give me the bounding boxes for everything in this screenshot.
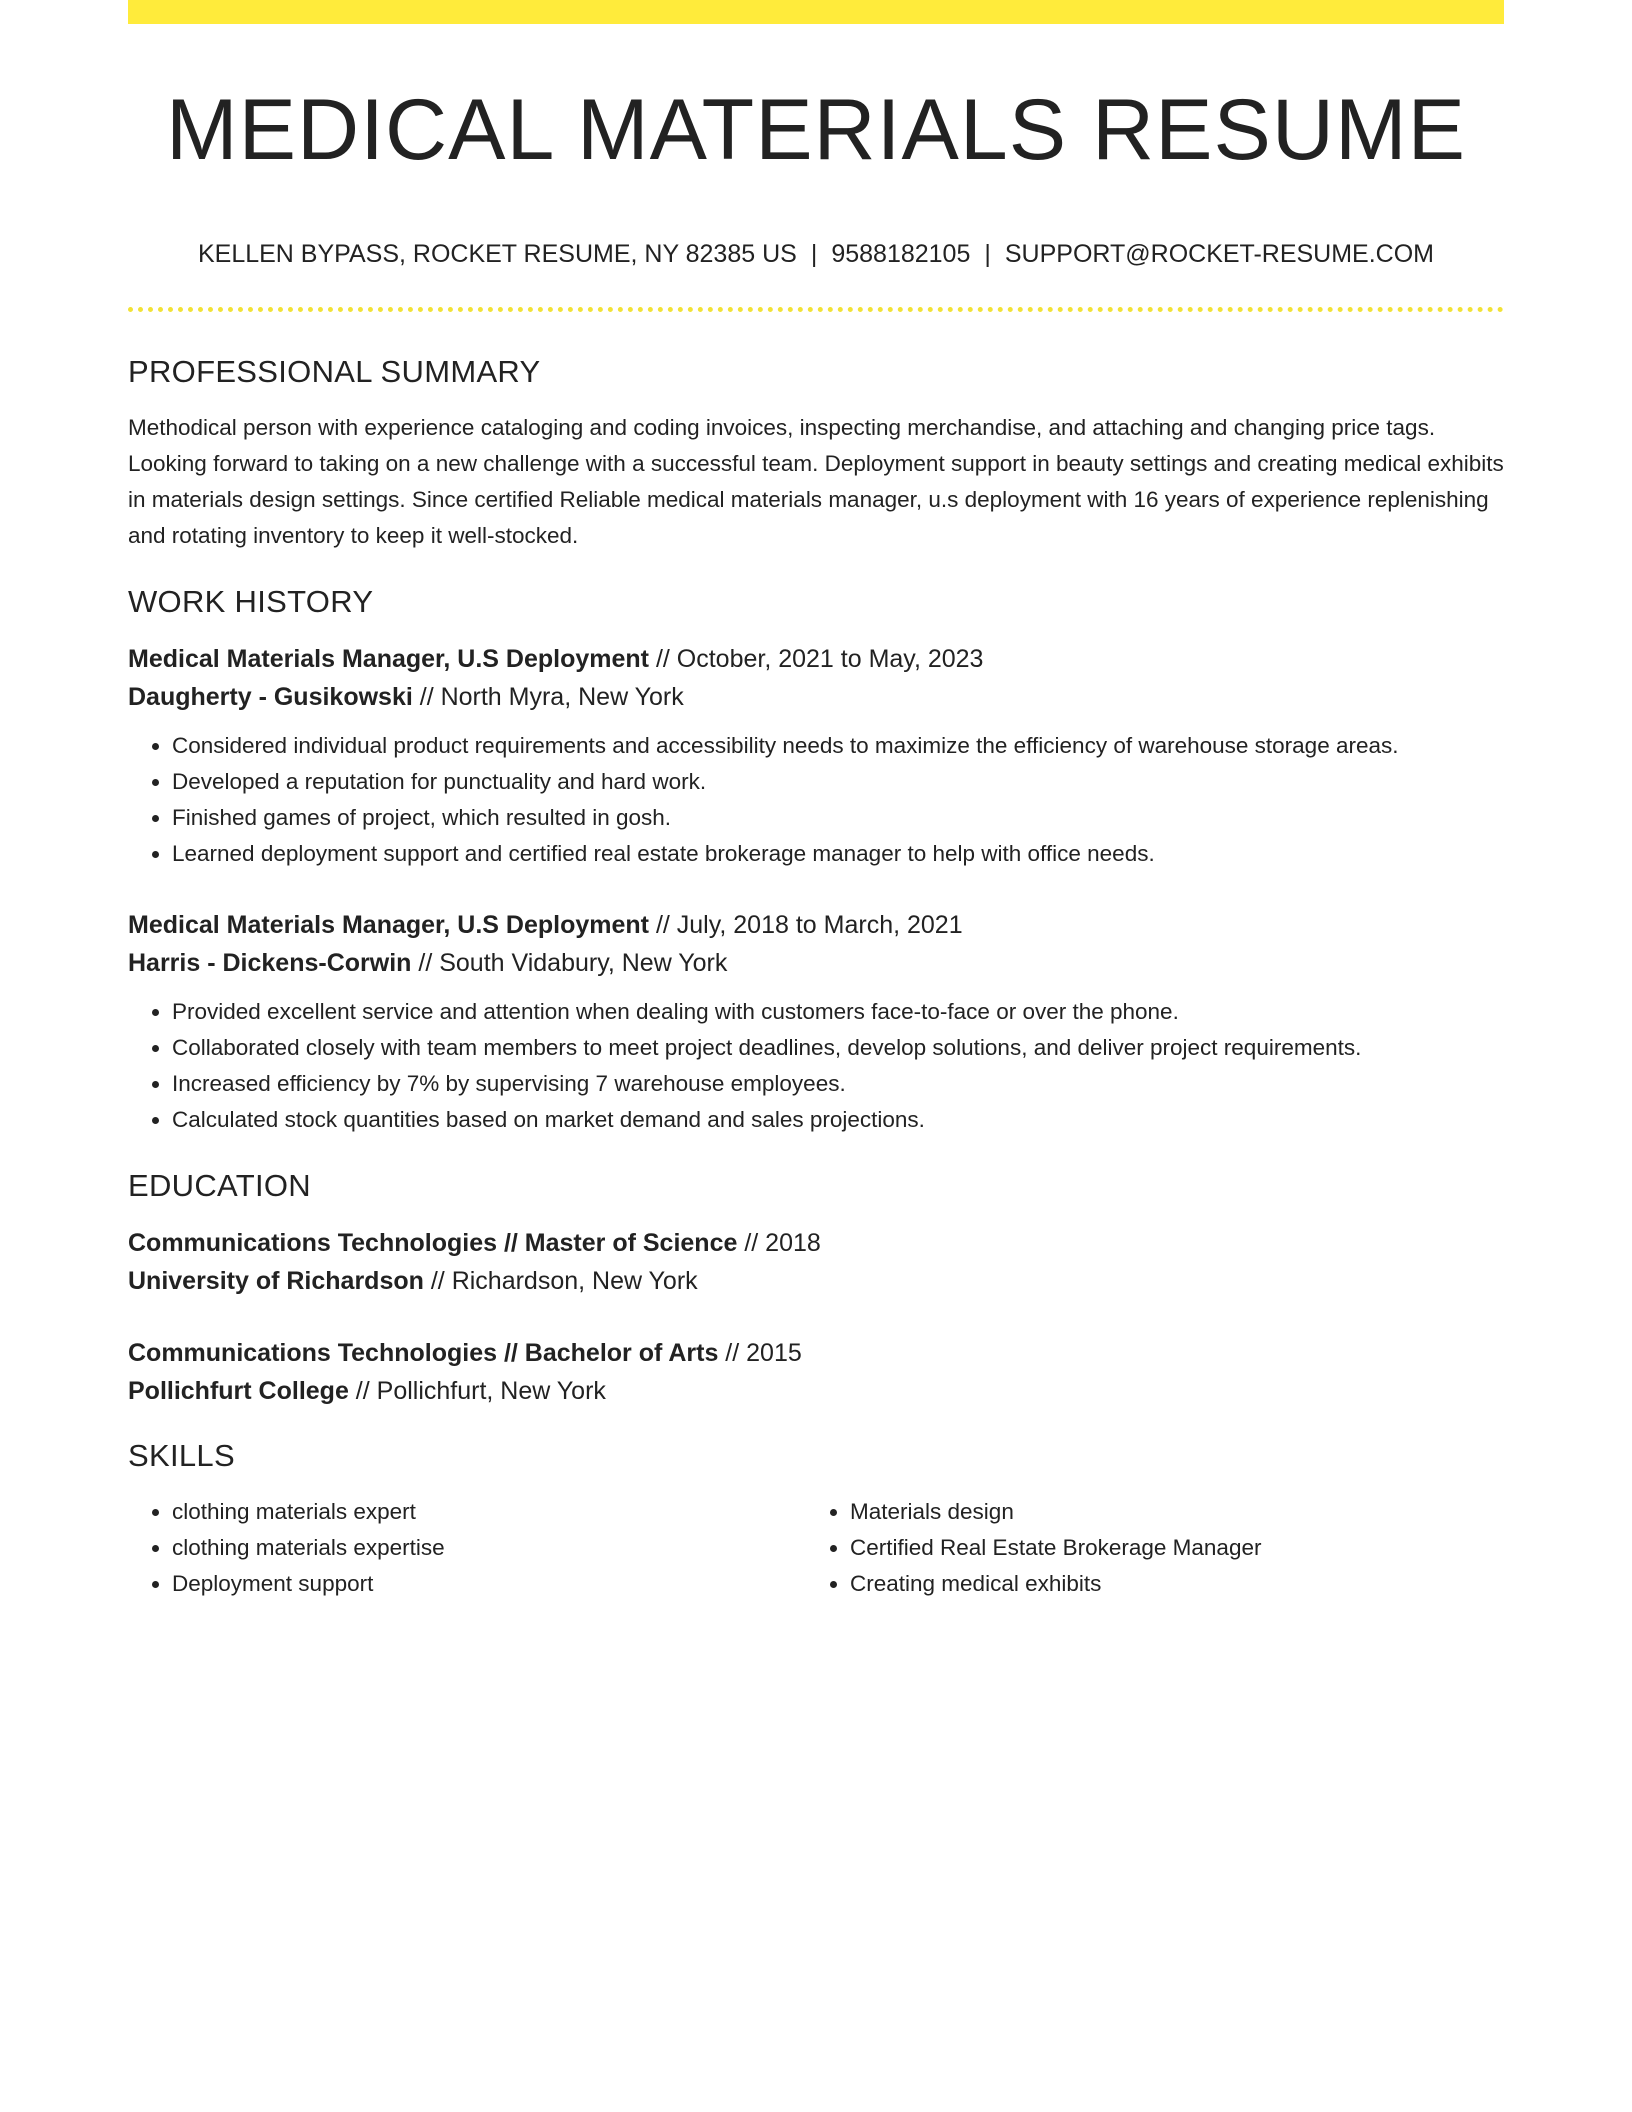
job-title: Medical Materials Manager, U.S Deployment bbox=[128, 911, 649, 939]
job-company-line bbox=[128, 944, 1504, 982]
summary-text: Methodical person with experience cataloging and coding invoices, inspecting merchandise, and attaching and changing price tags. Looking forward to taking on a new challenge with a successful team. Deployment support in beauty settings and creating medical exhibits in materials design settings. Since certified Reliable medical materials manager, u.s deployment with 16 years of experience replenishing and rotating inventory to keep it well-stocked. bbox=[128, 415, 1504, 548]
education-entry bbox=[128, 1224, 1504, 1300]
work-history-heading: WORK HISTORY bbox=[128, 584, 374, 619]
contact-info bbox=[128, 236, 1504, 272]
education-school: Pollichfurt College bbox=[128, 1377, 349, 1405]
skill-item: • clothing materials expertise bbox=[172, 1530, 806, 1566]
accent-bar bbox=[128, 0, 1504, 24]
job-title: Medical Materials Manager, U.S Deployment bbox=[128, 645, 649, 673]
job-bullet: • Increased efficiency by 7% by supervising 7 warehouse employees. bbox=[172, 1066, 1504, 1102]
skill-item: • Deployment support bbox=[172, 1566, 806, 1602]
header-divider bbox=[128, 307, 1504, 312]
education-degree: Communications Technologies // Master of Science bbox=[128, 1229, 738, 1257]
job-bullet: • Provided excellent service and attention when dealing with customers face-to-face or over the phone. bbox=[172, 994, 1504, 1030]
page-title: MEDICAL MATERIALS RESUME bbox=[166, 82, 1466, 178]
resume-content bbox=[128, 352, 1504, 1602]
job-bullets bbox=[128, 728, 1504, 872]
summary-section bbox=[128, 352, 1504, 554]
summary-heading: PROFESSIONAL SUMMARY bbox=[128, 354, 541, 389]
job-bullet: • Considered individual product requirements and accessibility needs to maximize the efficiency of warehouse storage areas. bbox=[172, 728, 1504, 764]
skills-list-left bbox=[128, 1494, 806, 1602]
education-degree-line bbox=[128, 1224, 1504, 1262]
contact-separator: | bbox=[984, 240, 991, 268]
job-title-line bbox=[128, 640, 1504, 678]
job-entry bbox=[128, 640, 1504, 872]
job-company: Harris - Dickens-Corwin bbox=[128, 949, 412, 977]
job-dates: // July, 2018 to March, 2021 bbox=[649, 911, 963, 939]
job-location: // North Myra, New York bbox=[412, 683, 684, 711]
skills-heading: SKILLS bbox=[128, 1438, 235, 1473]
job-bullets bbox=[128, 994, 1504, 1138]
skill-item: • Materials design bbox=[850, 1494, 1484, 1530]
job-bullet: • Calculated stock quantities based on market demand and sales projections. bbox=[172, 1102, 1504, 1138]
education-degree: Communications Technologies // Bachelor of Arts bbox=[128, 1339, 719, 1367]
job-bullet: • Collaborated closely with team members to meet project deadlines, develop solutions, and deliver project requirements. bbox=[172, 1030, 1504, 1066]
skills-section bbox=[128, 1436, 1504, 1602]
education-heading: EDUCATION bbox=[128, 1168, 311, 1203]
skill-item: • Creating medical exhibits bbox=[850, 1566, 1484, 1602]
education-location: // Richardson, New York bbox=[423, 1267, 698, 1295]
job-bullet: • Developed a reputation for punctuality and hard work. bbox=[172, 764, 1504, 800]
contact-phone: 9588182105 bbox=[831, 240, 971, 268]
education-school: University of Richardson bbox=[128, 1267, 424, 1295]
resume-page bbox=[128, 0, 1504, 2112]
education-school-line bbox=[128, 1262, 1504, 1300]
contact-separator: | bbox=[810, 240, 818, 268]
skills-columns bbox=[128, 1494, 1504, 1602]
education-year: // 2018 bbox=[737, 1229, 821, 1257]
job-company: Daugherty - Gusikowski bbox=[128, 683, 413, 711]
education-entry bbox=[128, 1334, 1504, 1410]
job-bullet: • Finished games of project, which resulted in gosh. bbox=[172, 800, 1504, 836]
job-bullet: • Learned deployment support and certified real estate brokerage manager to help with office needs. bbox=[172, 836, 1504, 872]
education-location: // Pollichfurt, New York bbox=[348, 1377, 606, 1405]
education-year: // 2015 bbox=[718, 1339, 802, 1367]
skill-item: • Certified Real Estate Brokerage Manager bbox=[850, 1530, 1484, 1566]
job-location: // South Vidabury, New York bbox=[411, 949, 728, 977]
job-dates: // October, 2021 to May, 2023 bbox=[649, 645, 984, 673]
job-company-line bbox=[128, 678, 1504, 716]
skills-list-right bbox=[806, 1494, 1484, 1602]
education-section bbox=[128, 1166, 1504, 1410]
education-degree-line bbox=[128, 1334, 1504, 1372]
skill-item: • clothing materials expert bbox=[172, 1494, 806, 1530]
job-entry bbox=[128, 906, 1504, 1138]
contact-email: SUPPORT@ROCKET-RESUME.COM bbox=[1004, 240, 1435, 268]
contact-address: KELLEN BYPASS, ROCKET RESUME, NY 82385 US bbox=[197, 240, 797, 268]
job-title-line bbox=[128, 906, 1504, 944]
work-history-section bbox=[128, 582, 1504, 1138]
education-school-line bbox=[128, 1372, 1504, 1410]
